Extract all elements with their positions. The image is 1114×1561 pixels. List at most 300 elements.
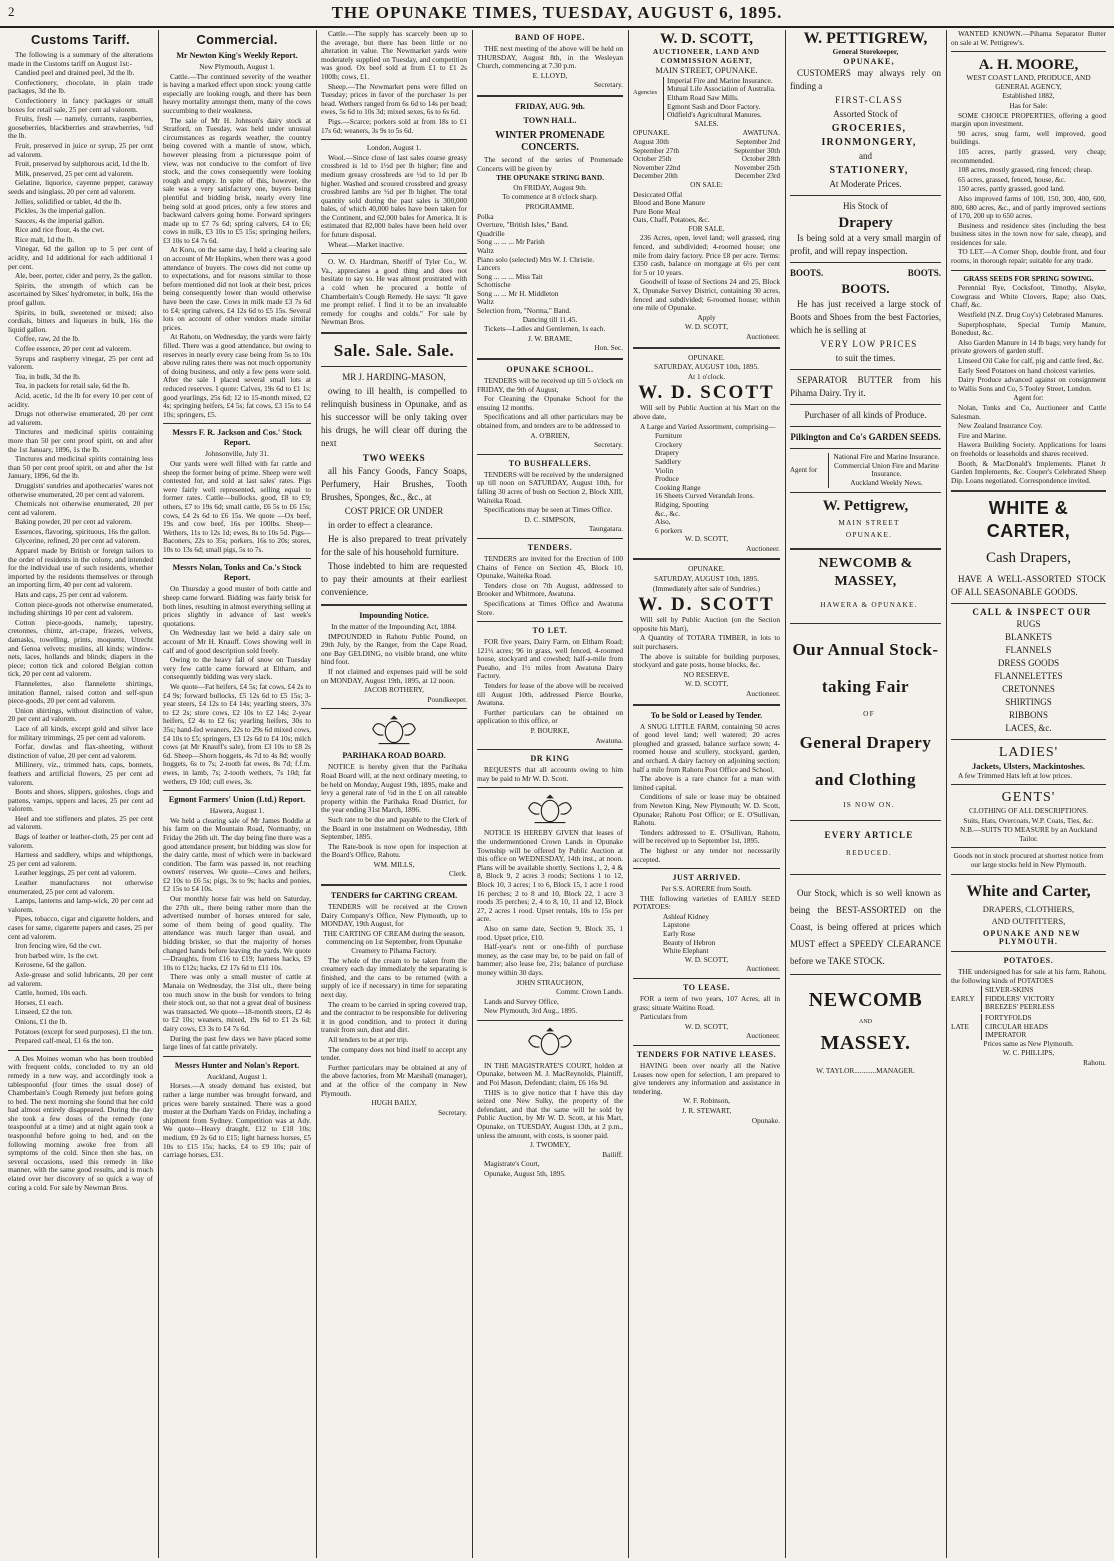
sale-text: Will sell by Public Auction (on the Section opposite his Mart), — [633, 615, 780, 633]
sales-date: October 25th — [633, 154, 672, 164]
divider — [8, 1050, 153, 1051]
tariff-item: Coffee, raw, 2d the lb. — [15, 334, 80, 344]
chamberlain-ad: O. W. O. Hardman, Sheriff of Tyler Co., W. Va., appreciates a good thing and does not hesitate to say so. He was almost prostrated with a cold when he procured a bottle of Chamberlain's Cough Remedy. He says: "It gave me prompt relief. I find it to be an invaluable remedy for coughs and colds." For sale by Newman Bros. — [321, 257, 467, 327]
lease-text: Conditions of sale or lease may be obtained from Newton King, New Plymouth; W. D. Scott, Opunake; Rahotu Post Office; or E. O'Sullivan, Rahotu. — [633, 792, 780, 828]
signature-title: Awatuna. — [595, 735, 623, 745]
report-paragraph: Our yards were well filled with fat cattle and sheep the former being of prime. Sheep were well contested for, and sold at last sales' rates. Pigs were fairly well represented, selling equal to former rates. Cattle—bullocks, good, £8 to £9; others, £7 to 19s 6d; small cattle, £6 5s to £6 15s; cows, £4 2s 6d to £6 15s. We quote —Ox beef, 19s and cow beef, 16s per 100lbs. Sheep—Wethers, 11s to 12s 1d; ewes, 8s to 10s 5d. Pigs—Baconers, 22s to 35s; porkers, 16s to 20s; stores, 10s to 13s 6d; small pigs, 5s to 7s. — [163, 458, 311, 554]
potato-variety: CIRCULAR HEADS — [985, 1021, 1049, 1031]
tariff-item: Pipes, tobacco, cigar and cigarette holders, and cases for same, cigarette papers and cases, 25 per cent ad valorem. — [8, 914, 153, 941]
ad-text: CALL & INSPECT OUR — [972, 607, 1092, 618]
signature-title: Poundkeeper. — [427, 694, 467, 704]
notice-text: Specifications and all other particulars may be obtained from, and tenders are to be addressed to — [477, 412, 623, 430]
ad-text: Fire and Marine. — [958, 430, 1007, 440]
scott-name: W. D. SCOTT, — [660, 31, 753, 47]
harding-mason-name: MR J. HARDING-MASON, — [342, 372, 446, 382]
signature: W. D. SCOTT, — [684, 322, 729, 332]
native-leases-heading: TENDERS FOR NATIVE LEASES. — [636, 1050, 777, 1059]
signature: HUGH BAILY, — [371, 1098, 417, 1108]
report-body — [163, 1082, 311, 1159]
tariff-item: Vinegar, 6d the gallon up to 5 per cent of acidity, and 1d additional for each additional 1 per cent. — [8, 244, 153, 271]
ad-text: Dairy Produce advanced against on consignment to Wallis Sons and Co, 5 Tooley Street, London. — [951, 375, 1106, 393]
signature-title: Opunake. — [751, 1115, 780, 1125]
masthead — [0, 0, 1114, 28]
potato-variety: Early Rose — [663, 929, 696, 939]
ad-text: EVERY ARTICLE — [824, 829, 914, 840]
ad-text: Booth, & MacDonald's Implements. Planet Jr Garden Implements, &c. Cooper's Celebrated Sheep Dip. Loans negotiated. Correspondence invited. — [951, 458, 1106, 485]
column-pettigrew-newcomb — [785, 30, 945, 1558]
sale-item: Also, — [655, 517, 671, 527]
ad-text: in order to effect a clearance. — [328, 520, 433, 530]
property-item: Business and residence sites (including the best business sites in the town now for sale, cheap), and residences for sale. — [951, 220, 1106, 247]
signature: D. C. SIMPSON, — [524, 514, 576, 524]
tender-text: TENDERS will be received at the Crown Dairy Company's Office, New Plymouth, up to MONDAY, 19th August, for — [321, 902, 467, 929]
agent-item: National Fire and Marine Insurance. — [833, 452, 940, 462]
property-item: 105 acres, partly grassed, very cheap; recommended. — [951, 146, 1106, 165]
early-label: EARLY — [951, 993, 975, 1003]
tender-text: Further particulars may be obtained at any of the above factories, from Mr Marshall (manager), and at the office of the company in New Plymouth. — [321, 1062, 467, 1098]
report-paragraph: On Thursday a good muster of both cattle and sheep came forward. Bidding was fairly brisk for both lines, resulting in almost everything selling at prices slightly in advance of last week's quotations. — [163, 584, 311, 628]
for-sale-text: Goodwill of lease of Sections 24 and 25, Block X, Opunake Survey District, containing 30 acres, fenced and subdivided; 6-roomed house; within one mile of Opunake. — [633, 277, 780, 313]
goods-item: LACES, &c. — [1005, 722, 1052, 733]
programme-item: Quadrille — [477, 228, 505, 238]
agency-item: Oldfield's Agricultural Manures. — [667, 110, 762, 120]
dateline: Auckland, August 1. — [207, 1071, 267, 1081]
sale-item: Produce — [655, 474, 679, 484]
potato-list — [633, 913, 780, 956]
tariff-item: Cattle, horned, 10s each. — [15, 988, 88, 998]
scott-address: MAIN STREET, OPUNAKE. — [655, 65, 758, 76]
ad-text: MAIN STREET — [838, 517, 900, 527]
signature: W. D. SCOTT, — [684, 954, 729, 964]
ad-text: OPUNAKE. — [845, 530, 893, 540]
tariff-item: Millinery, viz., trimmed hats, caps, bonnets, feathers and artificial flowers, 25 per cent ad valorem. — [8, 760, 153, 787]
stocktaking-heading: Our Annual Stock- — [792, 640, 939, 660]
late-label: LATE — [951, 1021, 969, 1031]
band-name: THE OPUNAKE STRING BAND. — [496, 173, 604, 183]
notice-text: Dancing till 11.45. — [522, 314, 578, 324]
report-paragraph: Wool.—Since close of last sales coarse greasy crossbred is 1d to 1½d per lb higher; fine and medium greasy crossbreds are ½d to 1d per lb higher. Washed and scoured crossbred and greasy crossbred lambs are ½d per lb higher. The total quantity sold during the past sales is 300,000 bales, of which 40,000 bales have been taken for the Continent, and 62,000 bales for America. It is estimated that 82,000 bales have been held over for future disposal. — [321, 152, 467, 240]
notice-text: TENDERS are invited for the Erection of 100 Chains of Fence on Section 45, Block 10, Opunake, Waiteika Road. — [477, 553, 623, 581]
tender-text: THE CARTING OF CREAM during the season, commencing on 1st September, from Opunake Creamery to Pihama Factory. — [323, 928, 465, 956]
customs-tariff-heading: Customs Tariff. — [31, 32, 130, 47]
notice-text: Particulars from — [640, 1012, 688, 1022]
scott-name-large: W. D. SCOTT — [638, 382, 775, 404]
goods-item: RIBBONS — [1008, 709, 1048, 720]
property-item: 90 acres, snug farm, well improved, good buildings. — [951, 128, 1106, 147]
sale-item: Ridging, Spouting — [655, 499, 709, 509]
column-scott-auctioneer — [628, 30, 784, 1558]
ad-text: Agent for: — [1013, 393, 1044, 403]
signature-title: Secretary. — [438, 1107, 467, 1117]
sale-items — [633, 432, 780, 535]
cash-drapers: Cash Drapers, — [986, 550, 1071, 567]
crown-lands-text: Half-year's rent or one-fifth of purchase money, as the case may be, to be paid on fall of hammer; also lease fee, 21s; balance of purchase money within 30 days. — [477, 942, 623, 977]
tariff-item: Axle-grease and solid lubricants, 20 per cent ad valorem. — [8, 969, 153, 988]
sale-time: At 1 o'clock. — [687, 371, 726, 381]
ad-text: THE undersigned has for sale at his farm, Rahotu, the following kinds of POTATOES — [951, 967, 1106, 985]
notice-text: Per S.S. AORERE from South. — [661, 884, 752, 894]
goods-item: CRETONNES — [1002, 683, 1055, 694]
page-number: 2 — [8, 4, 15, 19]
manager-line: W. TAYLOR............MANAGER. — [816, 1066, 915, 1076]
programme-item: Lancers — [477, 263, 501, 273]
sale-location: OPUNAKE. — [688, 564, 725, 574]
programme-heading: PROGRAMME. — [525, 201, 575, 211]
tariff-item: Jellies, solidified or tablet, 4d the lb. — [15, 196, 122, 206]
tariff-item: Lamps, lanterns and lamp-wick, 20 per cent ad valorem. — [8, 896, 153, 914]
agent-label: Agent for — [790, 466, 818, 475]
signature: J. R. STEWART, — [681, 1105, 732, 1115]
tariff-item: Cotton piece-goods not otherwise enumerated, including shirtings 10 per cent ad valorem. — [8, 599, 153, 618]
crown-lands-text: NOTICE IS HEREBY GIVEN that leases of the undermentioned Crown Lands in Opunake Township will be offered by Public Auction at this office on WEDNESDAY, 14th inst., at noon. Plans will be available shortly. Sections 1, 2, 4 & 8, Block 9, 2 acres 3 roods; Sections 1 to 12, Block 10, 3 acres; 1 to 6, Block 15, 1 acre 1 rood 16 perches; 2 to 8 and 10, Block 22, 1 acre 3 roods 35 perches; 2, 4 to 8, 10, 11 and 12, Block 27, 2 acres 1 rood. Upset rentals, 10s to 15s per acre. — [477, 828, 623, 924]
agent-block — [790, 453, 941, 487]
tariff-item: Boots and shoes, slippers, goloshes, clogs and pattens, vamps, uppers and laces, 25 per cent ad valorem. — [8, 787, 153, 814]
signature: P. BOURKE, — [530, 726, 570, 736]
potato-variety: FIDDLERS' VICTORY — [985, 993, 1055, 1003]
signature: W. D. SCOTT, — [684, 1021, 729, 1031]
ad-text: Established 1882, — [1002, 91, 1055, 101]
potato-variety: SILVER-SKINS — [985, 985, 1034, 995]
ad-text: OF — [863, 709, 875, 719]
agency-item: Eltham Road Saw Mills. — [667, 92, 739, 102]
programme-item: Overture, "British Isles," Band. — [477, 220, 569, 230]
coat-of-arms-icon — [365, 713, 423, 747]
sale-date: SATURDAY, AUGUST 10th, 1895. — [654, 574, 759, 584]
signature-title: Secretary. — [594, 440, 623, 450]
tariff-item: Onions, £1 the lb. — [15, 1016, 68, 1026]
tariff-item: Iron fencing wire, 6d the cwt. — [15, 941, 102, 951]
tariff-item: Rice and rice flour, 4s the cwt. — [15, 225, 105, 235]
dateline: Hawera, August 1. — [209, 806, 265, 816]
signature-title: Auctioneer. — [746, 1031, 780, 1041]
tariff-item: Potatoes (except for seed purposes), £1 the ton. — [15, 1026, 153, 1036]
report-paragraph: At Rahotu, on Wednesday, the yards were fairly filled. There was a good attendance, but owing to reserves in nearly every case being from 5s to 10s above ruling rates there was not much opportunity of doing business, and only a few pens were sold. After the sale I placed several small lots at reduced reserves. I quote: Calves, 19s 6d to £1 1s; good yearlings, 25s 6d; 12 to 15-month mixed, £2 4s; springing heifers, £4 5s; fat cows, £3 15s to £4 10s; springers, £5. — [163, 332, 311, 419]
sale-text: The above is suitable for building purposes, stockyard and gate posts, house blocks, &c. — [633, 651, 780, 670]
tariff-item: Kerosene, 6d the gallon. — [15, 960, 87, 970]
report-paragraph: Horses.—A steady demand has existed, but rather a large number was brought forward, and prices were barely sustained. There was a good muster at the Durham Yards on Friday, including a shipment from Sydney. Competition was at Ady. We quote—Heavy draught, £12 to £18 10s; medium, £9 2s 6d to £15; light harness horses, £5 10s to £15 15s; hacks, £4 to £9 10s; pair of carriage horses, £31. — [163, 1081, 311, 1160]
column-notices — [472, 30, 627, 1558]
tariff-item: Tea, in bulk, 3d the lb. — [15, 371, 81, 381]
tariff-item: Spirits, in bulk, sweetened or mixed; also cordials, bitters and liqueurs in bulk, 16s the liquid gallon. — [8, 307, 153, 334]
report-paragraph: The sale of Mr H. Johnson's dairy stock at Stratford, on Tuesday, was held under unusual circumstances as regards weather, the country being covered with a mantle of snow, which, however pleasing from a picturesque point of view, was not conducive to the comfort of live stock, and the cows consequently were looking rough and empty. In spite of this, however, the sale was a very satisfactory one, buyers being plentiful and bidding brisk, nearly every line being sold at good prices, only a few stores and backward calvers going home. Forward springers made up to £7 7s 6d; spring calvers, £4 to £6; cows in milk, £3 10s to £5 15s; springing heifers, £3 10s to £4 7s 6d. — [163, 115, 311, 245]
signature-title: Rahotu. — [1083, 1057, 1106, 1067]
programme-item: Song ... ... Mr H. Middleton — [477, 288, 559, 298]
moore-role: WEST COAST LAND, PRODUCE, AND GENERAL AGENCY, — [966, 73, 1091, 91]
ad-text: AND — [859, 1018, 872, 1025]
tariff-item: Ale, beer, porter, cider and perry, 2s the gallon. — [15, 271, 153, 281]
column-moore-white-carter — [946, 30, 1110, 1558]
column-commercial — [158, 30, 315, 1558]
drapery-heading: Drapery — [838, 215, 893, 232]
boots-label: BOOTS. — [790, 268, 824, 279]
stocktaking-heading: and Clothing — [815, 769, 916, 789]
ad-text: SEPARATOR BUTTER from his Pihama Dairy. Try it. — [790, 375, 941, 399]
notice-text: HAVING been over nearly all the Native Leases now open for selection, I am prepared to give tenderers any information and assistance in tendering. — [633, 1061, 780, 1096]
report-paragraph: We quote—Fat heifers, £4 5s; fat cows, £4 2s to £4 9s; forward bullocks, £5 12s 6d to £5 15s; 3-year steers, £4 12s to £4 14s; yearling steers, 37s to £2 2s; store cows, £2 10s to £2 14s; 2-year heifers, £2 4s to £2 6s; yearling heifers, 30s to 35s; hand-fed weaners, 22s to 29s 6d mixed cows, £4 10s to £5; springers, £3 12s 6d to £4 10s; milch cows (at Mr Knauff's sale), from £3 10s to £8 2s 6d. Sheep—Shorn hoggets, 4s 7d to 4s 8d; woolly hoggets, 6s to 7s; 2-tooth fat ewes, 8s 7d; f.f.m. ewes, in lamb, 7s; 2-tooth wethers, 7s 10d; fat wethers, £9 10d; cull ewes, 3s. — [163, 682, 311, 786]
tariff-item: Harness and saddlery, whips and whipthongs, 25 per cent ad valorem. — [8, 850, 153, 868]
notice-text: Tenders close on 7th August, addressed to Brooker and Whitmore, Awatuna. — [477, 580, 623, 599]
tariff-item: Hats and caps, 25 per cent ad valorem. — [15, 590, 128, 600]
report-paragraph: Sheep.—The Newmarket pens were filled on Tuesday; prices in favor of the purchaser 1s per head. Wethers ranged from 6s 6d to 14s per head; ewes, 5s 6d to 10s 3d; mixed sexes, 6s to 6s 6d. — [321, 81, 467, 117]
programme-item: Waltz — [477, 297, 494, 307]
dateline: New Plymouth, August 1. — [199, 62, 275, 71]
tariff-item: Baking powder, 20 per cent ad valorem. — [15, 517, 132, 527]
dr-king-heading: DR KING — [530, 754, 570, 764]
parihaka-text: Such rate to be due and payable to the Clerk of the Board in one instalment on Wednesday, 18th September, 1895. — [321, 814, 467, 842]
coat-of-arms-icon — [521, 1025, 579, 1059]
tariff-item: Leather manufactures not otherwise enumerated, 25 per cent ad valorem. — [8, 878, 153, 896]
agencies-label: Agencies — [633, 88, 658, 96]
ad-text: Jackets, Ulsters, Mackintoshes. — [971, 760, 1086, 771]
impounding-text: If not claimed and expenses paid will be sold on MONDAY, August 19th, 1895, at 12 noon. — [321, 666, 467, 685]
tariff-item: Druggists' sundries and apothecaries' wares not otherwise enumerated, 20 per cent ad valorem. — [8, 480, 153, 499]
programme-list — [477, 213, 623, 316]
gents-heading: GENTS' — [1001, 790, 1056, 806]
tariff-item: Apparel made by British or foreign tailors to the order of residents in the colony, and intended for the individual use of such residents, whether imported by the residents themselves or through an importing firm, 40 per cent ad valorem. — [8, 546, 153, 590]
wanted-known: WANTED KNOWN.—Pihama Separator Butter on sale at W. Pettigrew's. — [951, 30, 1106, 47]
property-item: Also improved farms of 100, 150, 300, 400, 600, 800, 680 acres, &c., and of partly improved sections of 170, 200 up to 650 acres. — [951, 193, 1106, 221]
signature: W. C. PHILLIPS, — [1002, 1048, 1055, 1058]
agency-item: Egmont Sash and Door Factory. — [667, 101, 761, 111]
signature: W. D. SCOTT, — [684, 534, 729, 544]
tariff-item: The following is a summary of the alterations made in the Customs tariff on August 1st:- — [8, 50, 153, 68]
ad-text: to suit the times. — [835, 353, 896, 364]
report-heading: Messrs F. R. Jackson and Cos.' Stock Report. — [172, 428, 302, 448]
to-lease-heading: TO LEASE. — [682, 983, 731, 993]
late-list — [981, 1014, 1048, 1040]
tariff-item: Rice malt, 1d the lb. — [15, 234, 75, 244]
no-reserve-label: NO RESERVE. — [683, 669, 730, 679]
tariff-item: Spirits, the strength of which can be ascertained by Sikes' hydrometer, in bulk, 16s the proof gallon. — [8, 280, 153, 308]
lease-text: A SNUG LITTLE FARM, containing 50 acres of good level land; well watered; 20 acres ploughed and grassed, balance surface sown; 4-roomed house and scullery, stockyard, garden, and orchard. A dairy factory on adjoining section; half a mile from Rahotu Post Office and School. — [633, 721, 780, 774]
report-paragraph: On Wednesday last we held a dairy sale on account of Mr H. Knauff. Cows showing well in calf and of good description sold freely. — [163, 628, 311, 655]
stocktaking-heading: General Drapery — [799, 732, 932, 752]
tariff-item: Candied peel and drained peel, 3d the lb. — [15, 68, 135, 78]
signature: E. LLOYD, — [532, 70, 568, 80]
ad-text: He has just received a large stock of Boots and Shoes from the best Factories, which he is selling at — [790, 299, 941, 336]
sale-location: OPUNAKE. — [688, 352, 725, 362]
tariff-item: Gelatine, liquorice, cayenne pepper, caraway seeds and isinglass, 20 per cent ad valorem. — [8, 178, 153, 196]
potato-variety: FORTYFOLDS — [985, 1013, 1032, 1022]
impounding-text: IMPOUNDED in Rahotu Public Pound, on 29th July, by the Ranger, from the Cape Road, one Bay GELDING, no visible brand, one white hind foot. — [321, 631, 467, 667]
potato-variety: BREEZES' PEERLESS — [985, 1002, 1055, 1012]
notice-text: TENDERS will be received up till 5 o'clock on FRIDAY, the 9th of August, — [477, 376, 623, 394]
signature-title: Auctioneer. — [746, 543, 780, 553]
agency-item: Imperial Fire and Marine Insurance. — [667, 75, 773, 85]
on-sale-list — [633, 191, 780, 225]
goods-list — [951, 618, 1106, 735]
tariff-item: Pickles, 3s the imperial gallon. — [15, 206, 105, 216]
ad-text: HAWERA & OPUNAKE. — [820, 599, 918, 609]
tariff-item: Forfar, dowlas and flax-sheeting, without distinction of value, 20 per cent ad valorem. — [8, 742, 153, 760]
signature-title: Auctioneer. — [746, 689, 780, 698]
sales-date: September 30th — [733, 145, 780, 155]
column-market-notices — [316, 30, 471, 1558]
bushfallers-heading: TO BUSHFALLERS. — [508, 458, 592, 468]
report-body — [163, 817, 311, 1052]
ad-text: At Moderate Prices. — [829, 179, 902, 190]
potato-variety: IMPERATOR — [985, 1030, 1027, 1040]
sale-text: Will sell by Public Auction at his Mart on the above date, — [633, 403, 780, 421]
tariff-item: Fruits, fresh — namely, currants, raspberries, gooseberries, blackberries and strawberries, ½d the lb. — [8, 114, 153, 141]
sale-item: Cooking Range — [655, 482, 701, 492]
ad-text: His Stock of — [843, 201, 888, 212]
pettigrew-name: W. PETTIGREW, — [803, 30, 928, 47]
sales-date: November 25th — [734, 162, 780, 172]
white-carter-heading: White and Carter, — [966, 882, 1091, 900]
lease-heading: To be Sold or Leased by Tender. — [650, 710, 763, 720]
potato-variety: Lapstone — [663, 920, 690, 930]
ad-text: Nolan, Tonks and Co, Auctioneer and Cattle Salesman. — [951, 402, 1106, 421]
ad-text: owing to ill health, is compelled to relinquish business in Opunake, and as his successor will be only taking over his drugs, he will clear off during the next — [321, 386, 467, 448]
tariff-item: Confectionery, chocolate, in plain trade packages, 3d the lb. — [8, 77, 153, 96]
report-paragraph: Wheat.—Market inactive. — [328, 239, 404, 249]
property-item: SOME CHOICE PROPERTIES, offering a good margin upon investment. — [951, 110, 1106, 129]
report-body — [321, 30, 467, 135]
ad-text: Our Stock, which is so well known as being the BEST-ASSORTED on the Coast, is being offered at prices which MUST effect a SPEEDY CLEARANCE before we TAKE STOCK. — [790, 887, 941, 966]
lease-text: Tenders addressed to E. O'Sullivan, Rahotu, will be received up to September 1st, 1895. — [633, 827, 780, 846]
programme-item: Selection from, "Norma," Band. — [477, 306, 571, 316]
sale-date: SATURDAY, AUGUST 10th, 1895. — [654, 362, 759, 372]
sale-item: Saddlery — [655, 456, 681, 466]
signature: JOHN STRAUCHON, — [516, 977, 584, 987]
newspaper-title: THE OPUNAKE TIMES, TUESDAY, AUGUST 6, 1895. — [331, 3, 783, 22]
tariff-item: Lace of all kinds, except gold and silver lace for military trimmings, 25 per cent ad valorem. — [8, 723, 153, 742]
property-item: TO LET.—A Corner Shop, double front, and four rooms, in thorough repair; suitable for any trade. — [951, 247, 1106, 266]
goods-item: FLANNELS — [1005, 644, 1052, 655]
agencies-block — [633, 77, 780, 120]
ad-text: Superphosphate, Special Turnip Manure, Bonedust, &c. — [951, 319, 1106, 338]
sale-item: Drapery — [655, 448, 679, 458]
ad-text: IRONMONGERY, — [821, 137, 917, 149]
notice-text: Specifications at Times Office and Awatuna Store. — [477, 598, 623, 617]
tariff-item: Union shirtings, without distinction of value, 20 per cent ad valorem. — [8, 705, 153, 724]
notice-text: Further particulars can be obtained on application to this office, or — [477, 707, 623, 726]
early-list — [981, 986, 1055, 1012]
newcomb-massey-heading: NEWCOMB & MASSEY, — [818, 555, 913, 589]
report-paragraph: Cattle.—The continued severity of the weather is having a marked effect upon stock: young cattle especially are looking rough, and there has been heavy mortality amongst them, many of the cows succumbing to their weakness. — [163, 71, 311, 115]
dateline: London, August 1. — [366, 143, 422, 153]
cost-price-label: COST PRICE OR UNDER — [344, 506, 444, 516]
programme-item: Polka — [477, 211, 494, 221]
ad-text: Has for Sale: — [1009, 100, 1048, 110]
on-sale-item: Desiccated Offal — [633, 189, 683, 199]
programme-item: Schottische — [477, 280, 511, 290]
property-item: 108 acres, mostly grassed, ring fenced; cheap. — [958, 165, 1093, 175]
tariff-item: Bags of leather or leather-cloth, 25 per cent ad valorem. — [8, 832, 153, 850]
band-of-hope-heading: BAND OF HOPE. — [515, 33, 585, 42]
sales-column-heading: AWATUNA. — [742, 128, 780, 138]
ad-text: Assorted Stock of — [833, 109, 898, 120]
stocktaking-heading: taking Fair — [821, 677, 910, 697]
report-paragraph: At Koru, on the same day, I held a clearing sale on account of Mr Hopkins, when there was a good attendance of buyers. The cows did not come up to expectations, and for reasons similar to those before mentioned did not look at their best, prices being consequently lower than would otherwise have been the case. Cows in milk made £3 7s 6d to £4; spring calvers, £4 12s 6d to £5 15s. Several lots on account of other vendors made similar prices. — [163, 245, 311, 332]
sales-date: November 22nd — [633, 162, 681, 172]
programme-item: Piano solo (selected) Mrs W. J. Christie. — [477, 254, 595, 264]
sale-item: Crockery — [655, 439, 683, 449]
sales-date: August 30th — [633, 136, 669, 146]
ad-text: STATIONERY, — [829, 165, 909, 177]
just-arrived-heading: JUST ARRIVED. — [672, 873, 741, 883]
property-list — [951, 112, 1106, 266]
notice-text: REQUESTS that all accounts owing to him may be paid to Mr W. D. Scott. — [477, 765, 623, 783]
tariff-item: Confectionery in fancy packages or small boxes for retail sale, 25 per cent ad valorem. — [8, 95, 153, 114]
tenders-heading: TENDERS. — [527, 542, 573, 552]
scott-role: AUCTIONEER, LAND AND COMMISSION AGENT, — [652, 47, 761, 65]
signature-title: Commr. Crown Lands. — [556, 987, 623, 997]
tariff-item: Milk, preserved, 25 per cent ad valorem. — [15, 168, 134, 178]
lease-text: The highest or any tender not necessarily accepted. — [633, 845, 780, 864]
tariff-item: Flannelettes, also flannelette shirtings, imitation flannel, raised cotton and self-spun piece-goods, 20 per cent ad valorem. — [8, 678, 153, 706]
ad-text: Goods not in stock procured at shortest notice from our large stocks held in New Plymouth. — [953, 851, 1104, 870]
ad-text: Also Garden Manure in 14 lb bags; very handy for private growers of garden stuff. — [951, 337, 1106, 356]
signature: J. W. BRAME, — [528, 333, 572, 343]
report-heading: Messrs Hunter and Nolan's Report. — [174, 1060, 300, 1070]
sales-date: September 2nd — [736, 136, 780, 146]
notice-text: Apply — [697, 312, 716, 322]
signature-title: Opunake, August 5th, 1895. — [484, 1169, 566, 1178]
tariff-item: Tinctures and medicinal spirits containing more than 50 per cent proof spirit, on and after the 1st January, 1896, 1s the lb. — [8, 427, 153, 454]
notice-text: TENDERS will be received by the undersigned up till noon on SATURDAY, August 10th, for falling 30 acres of bush on Section 2, Block XIII, Waiteika Road. — [477, 469, 623, 505]
concert-heading: WINTER PROMENADE CONCERTS. — [495, 129, 605, 153]
sales-date: October 28th — [741, 154, 780, 164]
report-heading: Messrs Nolan, Tonks and Co.'s Stock Report. — [172, 563, 302, 583]
sale-text: A Large and Varied Assortment, comprising— — [640, 421, 776, 431]
court-text: IN THE MAGISTRATE'S COURT, holden at Opunake, between M. J. MacReynolds, Plaintiff, and Poi Mason, Defendant; claim, £6 16s 9d. — [477, 1060, 623, 1088]
sale-item: 6 porkers — [655, 525, 683, 535]
notice-text: FOR a term of two years, 107 Acres, all in grass; situate Waitino Road. — [633, 994, 780, 1012]
column-customs-tariff — [4, 30, 157, 1558]
ad-text: CUSTOMERS may always rely on finding a — [790, 68, 941, 92]
signature: W. D. SCOTT, — [684, 679, 729, 689]
sales-heading: SALES. — [694, 118, 719, 128]
event-date: FRIDAY, AUG. 9th. — [515, 101, 585, 111]
ladies-heading: LADIES' — [998, 744, 1059, 760]
signature: WM. MILLS, — [373, 859, 415, 869]
goods-item: RUGS — [1016, 618, 1041, 629]
signature: W. F. Robinson, — [683, 1096, 730, 1106]
signature-title: Auctioneer. — [746, 332, 780, 341]
tariff-item: Acid, acetic, 1d the lb for every 10 per cent of acidity. — [8, 390, 153, 409]
white-carter-heading: WHITE & CARTER, — [986, 498, 1071, 542]
ad-text: and — [859, 151, 872, 162]
parihaka-heading: PARIHAKA ROAD BOARD. — [342, 751, 446, 761]
pettigrew-town: OPUNAKE, — [843, 56, 895, 66]
newcomb-heading: NEWCOMB — [808, 988, 923, 1011]
ad-text: DRAPERS, CLOTHIERS, — [982, 903, 1075, 914]
ad-text: Westfield (N.Z. Drug Coy's) Celebrated Manures. — [958, 310, 1104, 320]
tariff-item: Glycerine, refined, 20 per cent ad valorem. — [15, 536, 141, 546]
goods-item: SHIRTINGS — [1005, 696, 1052, 707]
notice-text: Tickets—Ladies and Gentlemen, 1s each. — [484, 324, 606, 334]
signature-title: Auctioneer. — [746, 964, 780, 974]
parihaka-text: The Rate-book is now open for inspection at the Board's Office, Rahotu. — [321, 841, 467, 860]
scott-name-large: W. D. SCOTT — [638, 594, 775, 616]
report-paragraph: Pigs.—Scarce; porkers sold at from 18s to £1 17s 6d; weaners, 3s 9s to 5s 6d. — [321, 116, 467, 135]
goods-item: FLANNELETTES — [994, 670, 1063, 681]
ad-text: IS NOW ON. — [843, 799, 895, 809]
ad-text: Purchaser of all kinds of Produce. — [804, 410, 927, 421]
tariff-item: Prepared calf-meal, £1 6s the ton. — [15, 1036, 114, 1046]
goods-item: DRESS GOODS — [997, 657, 1060, 668]
ad-text: all his Fancy Goods, Fancy Soaps, Perfumery, Hair Brushes, Tooth Brushes, Sponges, &c., &c., at — [321, 466, 467, 502]
sales-date: December 23rd — [734, 171, 780, 181]
tariff-item: Linseed, £2 the ton. — [15, 1007, 73, 1017]
boots-heading: BOOTS. — [841, 281, 890, 297]
ad-text: N.B.—SUITS TO MEASURE by an Auckland Tailor. — [960, 825, 1097, 843]
moore-name: A. H. MOORE, — [978, 57, 1079, 74]
signature: JACOB ROTHERY, — [364, 685, 424, 695]
programme-item: Song ... ... ... Miss Tait — [477, 271, 543, 281]
